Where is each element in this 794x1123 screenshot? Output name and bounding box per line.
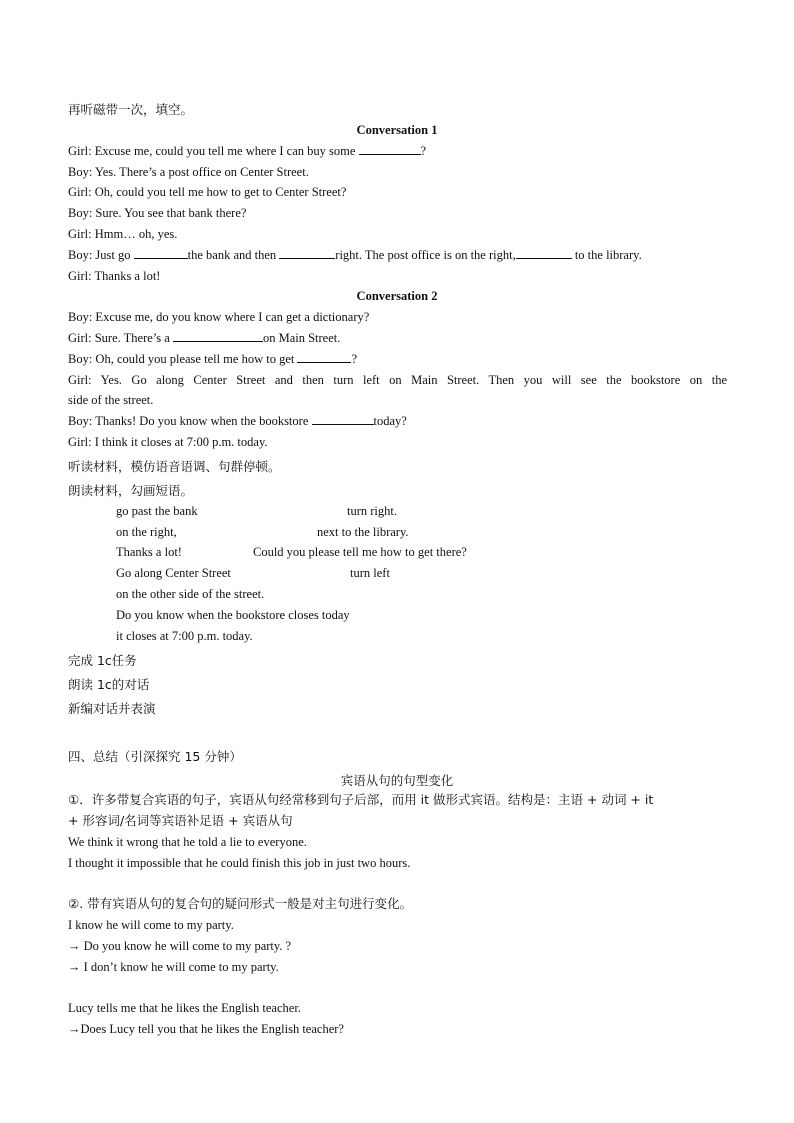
example-sentence: Lucy tells me that he likes the English teacher. (68, 1001, 301, 1015)
fill-blank[interactable] (173, 330, 263, 342)
fill-blank[interactable] (516, 247, 572, 259)
example-sentence-arrow: → I don’t know he will come to my party. (68, 960, 279, 974)
conv1-line-7: Girl: Thanks a lot! (68, 269, 161, 283)
step-listen-read: 听读材料，模仿语音语调、句群停顿。 (68, 459, 281, 474)
conv1-line-6 (68, 247, 642, 263)
conv1-line-6-text-c: right. The post office is on the right, (335, 248, 516, 262)
phrase: turn right. (347, 504, 397, 518)
conv1-line-5: Girl: Hmm… oh, yes. (68, 227, 178, 241)
conv1-line-3: Girl: Oh, could you tell me how to get to Center Street? (68, 185, 347, 199)
summary-title: 宾语从句的句型变化 (340, 773, 454, 788)
conv1-line-6-text-d: to the library. (571, 248, 642, 262)
task-complete-1c: 完成 1c任务 (68, 653, 137, 668)
fill-blank[interactable] (312, 413, 374, 425)
conv2-line-2-text-a: Girl: Sure. There’s a (68, 331, 173, 345)
rule-1-text-cont: + 形容词/名词等宾语补足语 + 宾语从句 (68, 813, 293, 828)
step-read-underline: 朗读材料，勾画短语。 (68, 483, 194, 498)
conv2-line-2 (68, 330, 340, 346)
phrase: Could you please tell me how to get there? (253, 545, 467, 559)
conv2-line-2-text-b: on Main Street. (262, 331, 341, 345)
phrase: next to the library. (317, 525, 409, 539)
phrase: Thanks a lot! (116, 545, 182, 559)
phrase: it closes at 7:00 p.m. today. (116, 629, 253, 643)
section-heading-summary: 四、总结（引深探究 15 分钟） (68, 749, 242, 764)
conv1-line-1 (68, 143, 426, 159)
conv1-line-6-text-a: Boy: Just go (68, 248, 134, 262)
example-sentence: I know he will come to my party. (68, 918, 234, 932)
conv2-line-7: Girl: I think it closes at 7:00 p.m. today. (68, 435, 268, 449)
conversation-2-title: Conversation 2 (356, 289, 438, 303)
phrase: go past the bank (116, 504, 198, 518)
intro-instruction: 再听磁带一次，填空。 (68, 102, 194, 117)
phrase: Go along Center Street (116, 566, 231, 580)
conv1-line-1-text: Girl: Excuse me, could you tell me where I can buy some (68, 144, 359, 158)
conv1-line-6-text-b: the bank and then (187, 248, 280, 262)
fill-blank[interactable] (359, 143, 421, 155)
conv2-line-5: side of the street. (68, 393, 154, 407)
example-sentence: I thought it impossible that he could finish this job in just two hours. (68, 856, 411, 870)
conv2-line-6-text: Boy: Thanks! Do you know when the bookstore (68, 414, 312, 428)
example-sentence-arrow: →Does Lucy tell you that he likes the English teacher? (68, 1022, 344, 1036)
phrase: on the right, (116, 525, 177, 539)
conv1-line-4: Boy: Sure. You see that bank there? (68, 206, 247, 220)
conv1-line-2: Boy: Yes. There’s a post office on Center Street. (68, 165, 309, 179)
example-sentence: We think it wrong that he told a lie to everyone. (68, 835, 307, 849)
conv2-line-3-text: Boy: Oh, could you please tell me how to get (68, 352, 298, 366)
conv2-line-3-end: ? (351, 352, 358, 366)
rule-1-text: ①．许多带复合宾语的句子，宾语从句经常移到句子后部，而用 it 做形式宾语。结构是：主语 + 动词 + it (68, 792, 654, 807)
conv2-line-6-end: today? (373, 414, 407, 428)
conversation-1-title: Conversation 1 (356, 123, 438, 137)
task-read-1c: 朗读 1c的对话 (68, 677, 150, 692)
fill-blank[interactable] (297, 351, 351, 363)
rule-2-text: ②. 带有宾语从句的复合句的疑问形式一般是对主句进行变化。 (68, 896, 413, 911)
fill-blank[interactable] (134, 247, 188, 259)
phrase: on the other side of the street. (116, 587, 265, 601)
conv1-line-1-end: ? (420, 144, 427, 158)
example-sentence-arrow: → Do you know he will come to my party. ? (68, 939, 292, 953)
task-new-dialogue: 新编对话并表演 (68, 701, 156, 716)
phrase: Do you know when the bookstore closes today (116, 608, 350, 622)
conv2-line-4: Girl: Yes. Go along Center Street and then turn left on Main Street. Then you will see the bookstore on the (68, 373, 727, 387)
conv2-line-1: Boy: Excuse me, do you know where I can get a dictionary? (68, 310, 370, 324)
phrase: turn left (350, 566, 390, 580)
conv2-line-6 (68, 413, 407, 429)
conv2-line-3 (68, 351, 357, 367)
fill-blank[interactable] (279, 247, 335, 259)
